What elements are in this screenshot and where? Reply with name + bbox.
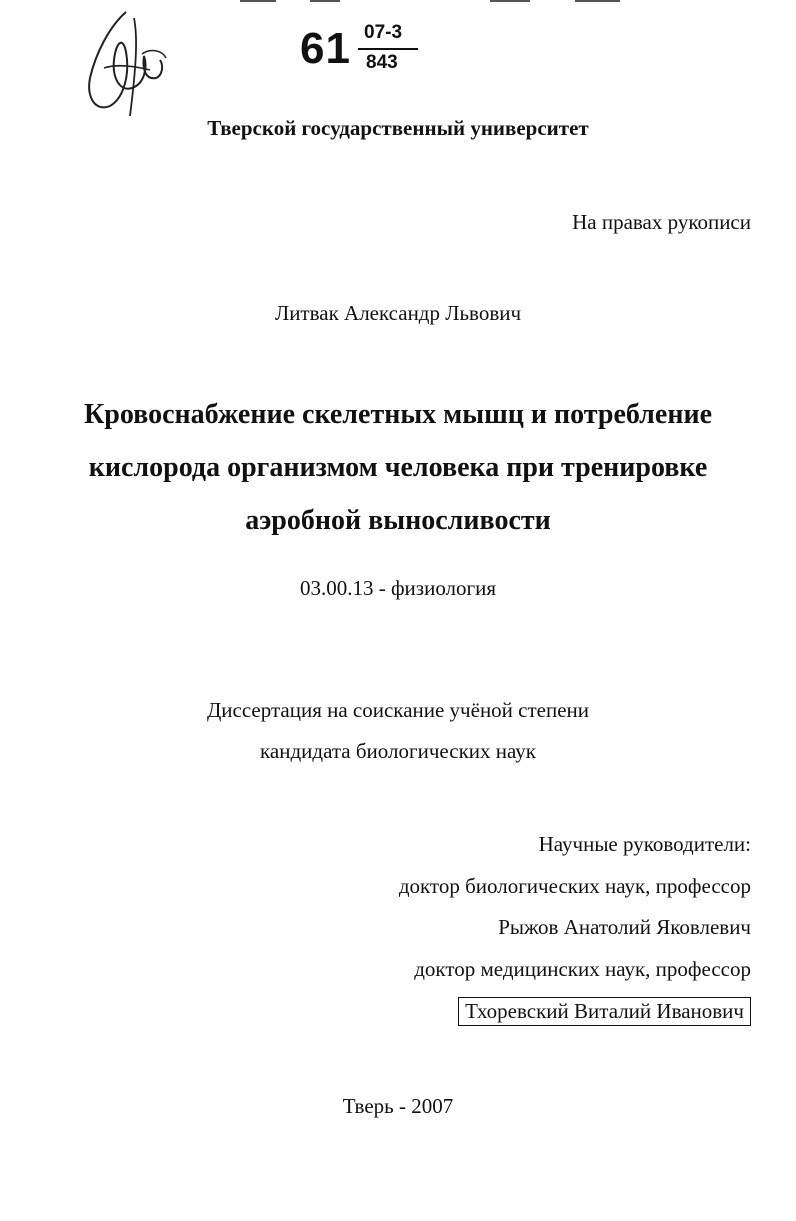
supervisor-name-boxed: Тхоревский Виталий Иванович [458,997,751,1026]
top-edge-marks [240,0,620,6]
dissertation-title [0,388,796,547]
handwritten-signature [76,8,176,120]
degree-line: Диссертация на соискание учёной степени [206,698,590,722]
manuscript-note: На правах рукописи [572,210,751,234]
fraction-divider [358,48,418,50]
archive-code-top: 07-3 [364,22,403,43]
title-line: Кровоснабжение скелетных мышц и потребление [83,399,713,430]
supervisor-name: Рыжов Анатолий Яковлевич [498,915,751,939]
archive-code-stamp [300,22,440,82]
title-line: аэробной выносливости [245,505,551,536]
title-line: кислорода организмом человека при тренировке [88,452,708,483]
specialty-code: 03.00.13 - физиология [299,576,497,600]
city-year: Тверь - 2007 [342,1094,454,1118]
archive-code-number: 61 [300,24,351,73]
supervisor-degree: доктор биологических наук, профессор [398,873,751,898]
university-name: Тверской государственный университет [207,116,589,140]
supervisors-block [399,824,751,1033]
degree-line: кандидата биологических наук [260,739,536,763]
author-name: Литвак Александр Львович [274,301,522,325]
degree-statement [0,690,796,772]
archive-code-bottom: 843 [366,52,398,73]
supervisors-heading: Научные руководители: [538,832,751,856]
supervisor-degree: доктор медицинских наук, профессор [414,956,751,981]
